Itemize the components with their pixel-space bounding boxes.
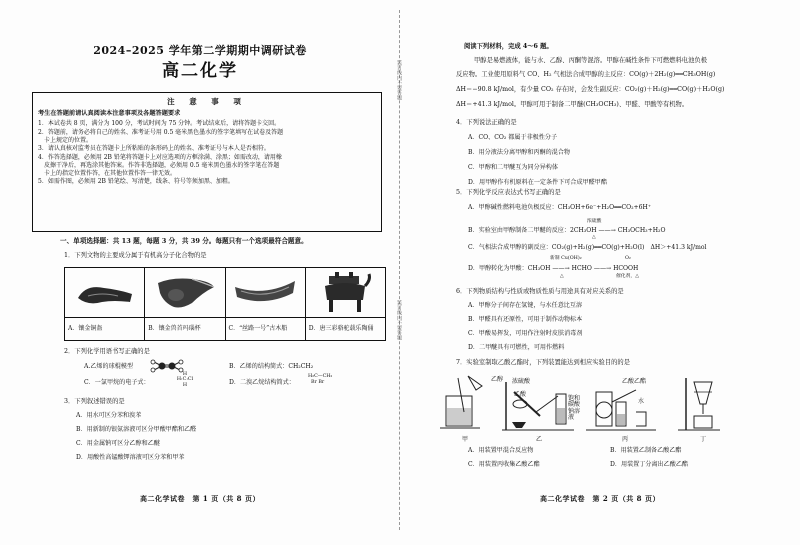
question-6-option-d: D．二甲醚具有可燃性，可用作燃料: [468, 344, 565, 351]
option-c-label: C．“丝路一号”古木船: [228, 324, 288, 332]
question-5-stem: 5．下列化学反应表达式书写正确的是: [456, 189, 561, 196]
question-2-option-d: D．二溴乙烷结构简式：: [229, 379, 295, 386]
question-3-option-c: C．用金属钠可区分乙醇和乙醚: [76, 440, 160, 447]
notice-item: 1．本试卷共 8 页，满分为 100 分，考试时间为 75 分钟。考试结束后，请将答题卡交回。: [38, 120, 281, 128]
apparatus-label-jia: 甲: [462, 436, 469, 443]
label-acetic-acid: 乙酸: [514, 391, 527, 398]
wooden-boat-image: [226, 268, 305, 318]
question-2-option-b: B．乙烯的结构简式：CH₂CH₂: [229, 363, 314, 370]
exam-title: 2024–2025 学年第二学期期中调研试卷: [93, 44, 307, 57]
notice-item: 4．作答选择题，必须用 2B 铅笔将答题卡上对应选项的方框涂满、涂黑；如需改动，请用橡: [38, 153, 282, 161]
question-1-stem: 1．下列文物的主要成分属于有机高分子化合物的是: [64, 252, 207, 259]
formula-bottom: Br Br: [311, 379, 325, 385]
reading-line: 反应物。工业使用原料气 CO、H₂ 气相法合成甲醇的主反应：CO(g)＋2H₂(g)══CH₃OH(g): [456, 71, 716, 78]
question-5-b-condition-bottom: △: [592, 235, 596, 240]
question-7-option-b: B．用装置乙制备乙酸乙酯: [610, 447, 682, 454]
option-b-label: B．镶金兽首玛瑙杯: [148, 324, 201, 332]
question-3-stem: 3．下列叙述错误的是: [64, 398, 125, 405]
formula-top: H: [182, 372, 188, 377]
agate-cup-image: [145, 268, 224, 318]
option-a-cell: [65, 268, 145, 340]
notice-heading: 注 意 事 项: [167, 97, 247, 106]
notice-lead: 考生在答题前请认真阅读本注意事项及各题答题要求: [38, 110, 181, 118]
reading-line: ΔH＝−90.8 kJ/mol，有少量 CO₂ 存在时，会发生副反应：CO₂(g)＋H₂(g)══CO(g)＋H₂O(g): [456, 86, 725, 93]
question-5-b-condition-top: 浓硫酸: [587, 219, 602, 224]
question-5-option-a: A．甲醇碱性燃料电池负极反应：CH₃OH+6e⁻+H₂O══CO₂+6H⁺: [468, 204, 652, 211]
question-6-option-c: C．甲酸易挥发，可用作注射时皮肤消毒剂: [468, 330, 583, 337]
formula-bottom: H: [182, 382, 188, 388]
question-7-option-a: A．用装置甲混合反应物: [468, 447, 534, 454]
label-conc-sulfuric-acid: 浓硫酸: [512, 378, 531, 385]
question-5-option-d: D．甲醇转化为甲酸：CH₃OH ——→ HCHO ——→ HCOOH: [468, 265, 639, 272]
label-ethanol: 乙醇: [491, 376, 504, 383]
right-footer: 高二化学试卷 第 2 页（共 8 页）: [540, 494, 660, 503]
question-7-option-d: D．用装置丁分离出乙酸乙酯: [610, 461, 689, 468]
apparatus-label-bing: 丙: [622, 436, 629, 443]
notice-item: 皮擦干净后，再选涂其他答案。作答非选择题，必须用 0.5 毫米黑色墨水的签字笔在答题: [44, 161, 280, 169]
question-4-option-d: D．用甲醇作有机原料在一定条件下可合成甲醛甲酯: [468, 179, 607, 186]
bronze-helmet-image: [65, 268, 144, 318]
option-c-cell: [226, 268, 306, 340]
question-6-option-a: A．甲醇分子间存在氢键，与水任意比互溶: [468, 302, 583, 309]
question-4-option-b: B．用分液法分离甲醇和丙酮的混合物: [468, 149, 570, 156]
question-5-d-condition-2: O₂: [625, 256, 631, 261]
question-5-option-b: B．实验室由甲醇制备二甲醚的反应：2CH₃OH ——→ CH₃OCH₃+H₂O: [468, 227, 666, 234]
label-ethyl-acetate: 乙酸乙酯: [622, 378, 647, 385]
question-5-d-condition-3: △: [560, 274, 564, 279]
notice-box: [32, 92, 382, 232]
question-5-d-condition-1: 新制 Cu(OH)₂: [550, 256, 582, 261]
question-4-option-a: A．CO、CO₂ 都属于非极性分子: [468, 134, 558, 141]
subject-title: 高二化学: [162, 61, 238, 81]
formula-top: H₂C—CH₂: [308, 374, 333, 379]
option-d-cell: [306, 268, 385, 340]
binding-text: 装订线内不要答题: [396, 300, 402, 340]
question-3-option-d: D．用酸性高锰酸钾溶液可区分苯和甲苯: [76, 454, 185, 461]
reading-heading: 阅读下列材料，完成 4～6 题。: [464, 43, 553, 50]
notice-item: 2．答题前，请务必将自己的姓名、准考证号用 0.5 毫米黑色墨水的签字笔填写在试卷及答题: [38, 128, 284, 136]
question-3-option-a: A．用水可区分苯和溴苯: [76, 412, 142, 419]
option-d-label: D．唐三彩骆驼载乐陶俑: [308, 324, 374, 332]
question-5-d-condition-4: 催化剂，△: [616, 274, 639, 279]
notice-item: 3．请认真核对监考员在答题卡上所粘贴的条形码上的姓名、准考证号与本人是否相符。: [38, 145, 270, 153]
camel-figurine-image: [306, 268, 385, 318]
page-right: [400, 0, 800, 545]
question-6-option-b: B．甲醛具有还原性，可用于制作动物标本: [468, 316, 583, 323]
left-footer: 高二化学试卷 第 1 页（共 8 页）: [140, 494, 260, 503]
question-7-stem: 7．实验室制取乙酸乙酯时，下列装置能达到相应实验目的的是: [456, 359, 631, 366]
notice-item: 5．如需作图，必须用 2B 铅笔绘、写清楚，线条、符号等须加黑、加粗。: [38, 178, 234, 186]
reading-line: 甲醇是易燃液体，能与水、乙醇、丙酮等混溶。甲醇在碱性条件下可燃燃料电池负极: [474, 57, 707, 64]
apparatus-label-ding: 丁: [700, 436, 707, 443]
question-2-stem: 2．下列化学用语书写正确的是: [64, 348, 150, 355]
notice-item: 卡上的指定位置作答，在其他位置作答一律无效。: [44, 170, 177, 178]
question-4-option-c: C．甲醇和二甲醚互为同分异构体: [468, 164, 558, 171]
reading-line: ΔH＝+41.3 kJ/mol。甲醇可用于制备二甲醚(CH₃OCH₃)、甲醛、甲酸等有机物。: [456, 101, 689, 108]
label-sat-sodium-carbonate: 饱和碳酸钠溶液: [568, 395, 581, 421]
binding-text: 装订线内不要答题: [396, 60, 402, 100]
option-b-cell: [145, 268, 225, 340]
formula-mid: H:C:Cl: [176, 377, 194, 383]
apparatus-label-yi: 乙: [536, 436, 543, 443]
notice-item: 卡上规定的位置。: [44, 137, 93, 145]
section-heading: 一、单项选择题：共 13 题，每题 3 分，共 39 分。每题只有一个选项最符合题意。: [60, 237, 308, 245]
question-4-stem: 4．下列说法正确的是: [456, 119, 517, 126]
dibromoethane-formula: [308, 374, 332, 386]
question-3-option-b: B．用新制的银氨溶液可区分甲酸甲酯和乙醛: [76, 426, 197, 433]
chloromethane-electron-formula: [174, 372, 196, 388]
question-6-stem: 6．下列物质结构与性质或物质性质与用途具有对应关系的是: [456, 288, 624, 295]
question-7-option-c: C．用装置丙收集乙酸乙酯: [468, 461, 540, 468]
question-5-option-c: C．气相法合成甲醇的副反应：CO₂(g)+H₂(g)══CO(g)+H₂O(l) ΔH＞+41.3 kJ/mol: [468, 244, 707, 251]
question-1-image-table: [64, 267, 386, 341]
option-a-label: A．镶金铜盔: [68, 324, 103, 332]
label-water: 水: [638, 398, 645, 405]
question-2-option-a: A.乙烯的球棍模型: [84, 363, 133, 370]
question-2-option-c: C．一氯甲烷的电子式：: [84, 379, 150, 386]
